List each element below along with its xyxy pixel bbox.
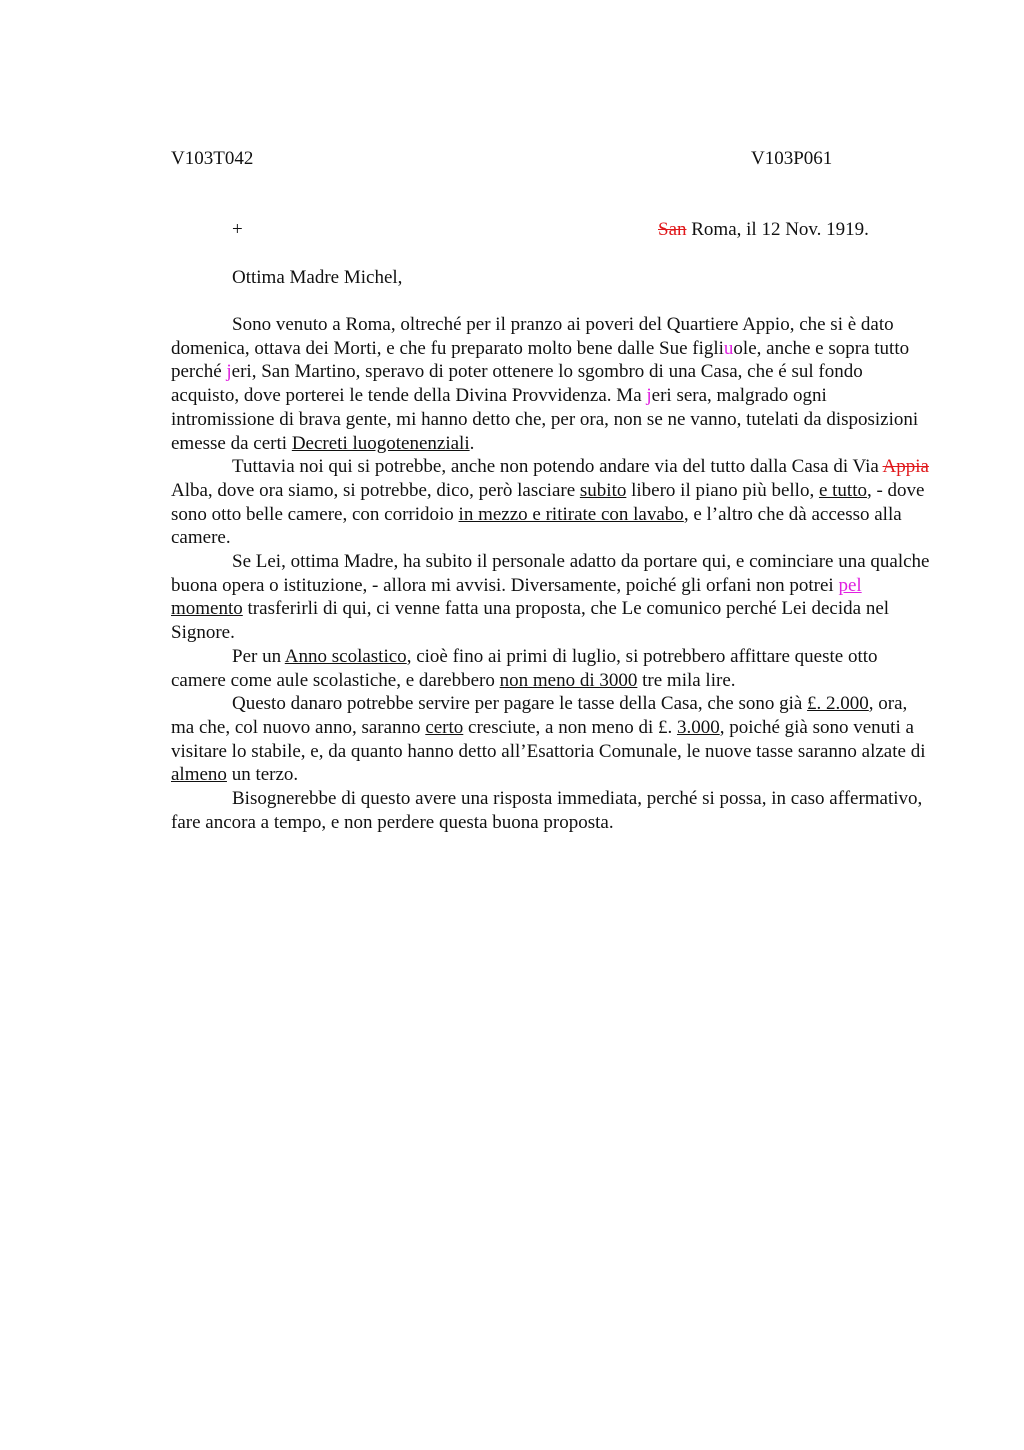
text-run: eri, San Martino, speravo di poter ottenere lo sgombro di una Casa, che é sul fondo acquisto, dove porterei le tende della Divina Provvidenza. Ma [171,361,863,407]
text-run: un terzo. [226,764,299,786]
date-text: Roma, il 12 Nov. 1919. [686,219,869,240]
document-code-right: V103P061 [751,148,833,169]
text-run: , e l’altro che dà accesso alla camere. [171,503,902,549]
text-run: Per un [232,645,285,667]
paragraph-3 [171,550,933,645]
deleted-word: Appia [882,456,929,478]
deleted-word: San [658,219,687,240]
underlined-text: in mezzo e ritirate con lavabo [458,503,684,525]
inserted-letter: j [646,385,652,407]
text-run: trasferirli di qui, ci venne fatta una proposta, che Le comunico perché Lei decida nel Signore. [171,598,890,644]
underlined-text: Decreti luogotenenziali [291,432,470,454]
salutation: Ottima Madre Michel, [232,267,403,288]
paragraph-2 [171,455,933,550]
text-run: ole, anche e sopra tutto perché [171,337,910,383]
underlined-text: Anno scolastico [284,645,407,667]
letter-header [0,218,1024,242]
inserted-word: pel [838,574,862,596]
document-code-left: V103T042 [171,148,254,169]
text-run: , cioè fino ai primi di luglio, si potrebbero affittare queste otto camere come aule scolastiche, e darebbero [171,645,878,691]
text-run: Alba, dove ora siamo, si potrebbe, dico, però lasciare [171,479,580,501]
text-run: . [469,432,475,454]
paragraph-1 [171,313,933,455]
underlined-text: subito [579,479,627,501]
text-run: Questo danaro potrebbe servire per pagare le tasse della Casa, che sono già [232,693,808,715]
text-run: Tuttavia noi qui si potrebbe, anche non potendo andare via del tutto dalla Casa di Via [232,456,883,478]
letter-body [171,313,933,834]
underlined-text: momento [171,598,243,620]
paragraph-5 [171,692,933,787]
text-run: libero il piano più bello, [626,479,819,501]
underlined-text: certo [425,716,464,738]
inserted-letter: j [226,361,232,383]
underlined-text: £. 2.000 [807,693,869,715]
text-run: , ora, ma che, col nuovo anno, saranno [171,693,908,738]
underlined-text: non meno di 3000 [499,669,638,691]
text-run: eri sera, malgrado ogni intromissione di brava gente, mi hanno detto che, per ora, non se ne vanno, tutelati da disposizioni emesse da certi [171,385,919,454]
text-run: cresciute, a non meno di £. [463,716,677,738]
dateline [658,218,869,242]
underlined-text: almeno [171,764,227,786]
underlined-text: e tutto [818,479,867,501]
cross-symbol: + [232,219,243,240]
paragraph-4 [171,645,933,692]
text-run: Bisognerebbe di questo avere una risposta immediata, perché si possa, in caso affermativo, fare ancora a tempo, e non perdere questa buona proposta. [171,788,923,833]
underlined-text: 3.000 [676,716,720,738]
text-run: , poiché già sono venuti a visitare lo stabile, e, da quanto hanno detto all’Esattoria Comunale, le nuove tasse saranno alzate di [171,716,926,762]
text-run: , - dove sono otto belle camere, con corridoio [171,479,925,525]
text-run: tre mila lire. [637,669,736,691]
text-run: Se Lei, ottima Madre, ha subito il personale adatto da portare qui, e cominciare una qualche buona opera o istituzione, - allora mi avvisi. Diversamente, poiché gli orfani non potrei [171,551,930,596]
inserted-letter: u [723,337,734,359]
paragraph-6 [171,787,933,834]
text-run: Sono venuto a Roma, oltreché per il pranzo ai poveri del Quartiere Appio, che si è dato domenica, ottava dei Morti, e che fu preparato molto bene dalle Sue figli [171,314,894,359]
